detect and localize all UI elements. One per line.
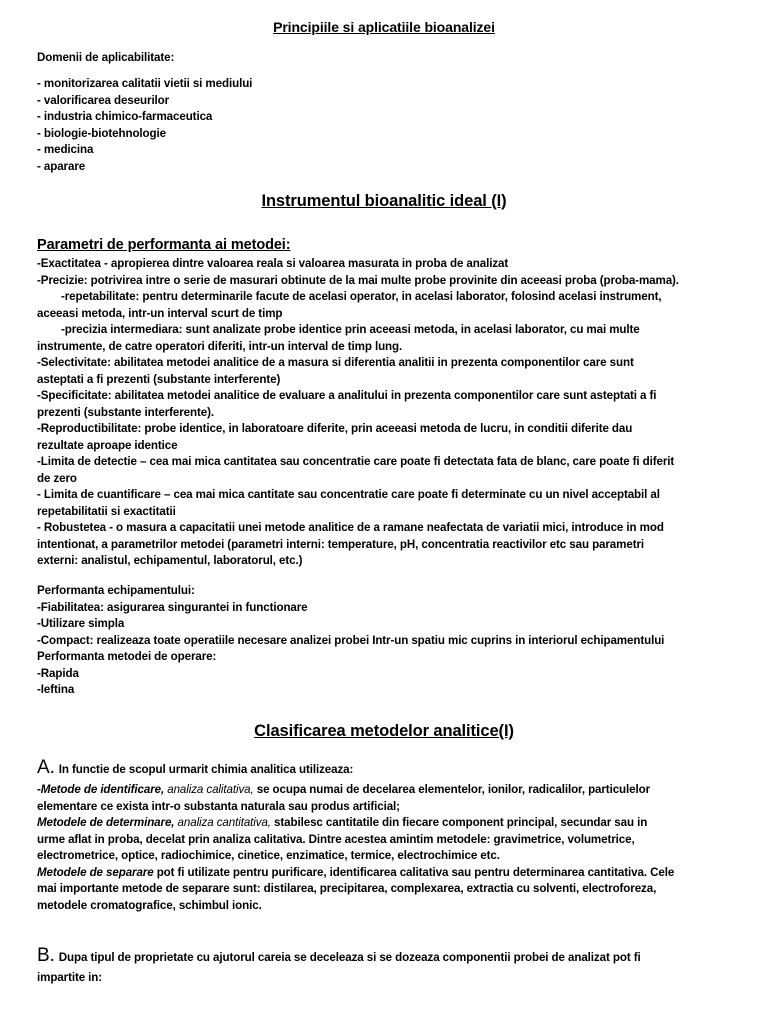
perf-line: -repetabilitate: pentru determinarile facute de acelasi operator, in acelasi laborator, folosind acelasi instrument, xyxy=(61,290,662,303)
section-a-line: electrometrice, optice, radiochimice, cinetice, enzimatice, termice, electrochimice etc. xyxy=(37,849,500,862)
perf-line: -Specificitate: abilitatea metodei analitice de evaluare a analitului in prezenta componentilor care sunt asteptati a fi xyxy=(37,389,657,402)
equip-line: -Ieftina xyxy=(37,683,75,696)
section-a-line: elementare ce exista intr-o substanta naturala sau produs artificial; xyxy=(37,799,400,813)
section-b-heading: B. Dupa tipul de proprietate cu ajutorul careia se deceleaza si se dozeaza componentii probei de analizat pot fi xyxy=(37,945,641,966)
perf-line: rezultate aproape identice xyxy=(37,438,178,452)
perf-line: - Robustetea - o masura a capacitatii unei metode analitice de a ramane neafectata de variatii mici, introduce in mod xyxy=(37,521,664,534)
perf-line: repetabilitatii si exactitatii xyxy=(37,504,176,518)
perf-line: -Limita de detectie – cea mai mica cantitatea sau concentratie care poate fi detectata fata de blanc, care poate fi diferit xyxy=(37,455,675,468)
section-a-letter: A. xyxy=(37,757,55,778)
equip-line: -Utilizare simpla xyxy=(37,617,125,630)
equip-line: -Fiabilitatea: asigurarea singurantei in functionare xyxy=(37,600,308,614)
title-principii: Principiile si aplicatiile bioanalizei xyxy=(273,19,495,35)
equip-line: -Compact: realizeaza toate operatiile necesare analizei probei Intr-un spatiu mic cuprins in interiorul echipamentului xyxy=(37,633,665,647)
perf-line: de zero xyxy=(37,471,77,485)
section-a-line: -Metode de identificare, analiza calitativa, se ocupa numai de decelarea elementelor, ionilor, radicalilor, particulelor xyxy=(37,783,651,796)
section-a-line: metodele cromatografice, schimbul ionic. xyxy=(37,898,262,912)
section-a-line: urme aflat in proba, decelat prin analiza calitativa. Dintre acestea amintim metodele: gravimetrice, volumetrice, xyxy=(37,832,635,846)
perf-line: - Limita de cuantificare – cea mai mica cantitate sau concentratie care poate fi determinate cu un nivel acceptabil al xyxy=(37,488,660,501)
section-a-line: Metodele de determinare, analiza cantitativa, stabilesc cantitatile din fiecare component principal, secundar sau in xyxy=(37,816,648,829)
section-b-line: impartite in: xyxy=(37,971,103,984)
domain-item: - aparare xyxy=(37,159,86,173)
perf-line: -Precizie: potrivirea intre o serie de masurari obtinute de la mai multe probe provinite din aceeasi proba (proba-mama). xyxy=(37,273,679,287)
perf-line: instrumente, de catre operatori diferiti, intr-un interval de timp lung. xyxy=(37,339,403,353)
perf-line: -Reproductibilitate: probe identice, in laboratoare diferite, prin aceeasi metoda de lucru, in conditii diferite dau xyxy=(37,422,633,435)
perf-line: aceeasi metoda, intr-un interval scurt de timp xyxy=(37,306,283,320)
perf-line: intentionat, a parametrilor metodei (parametri interni: temperature, pH, concentratia reactivilor etc sau parametri xyxy=(37,537,645,551)
equip-line: -Rapida xyxy=(37,666,79,680)
title-clasificare: Clasificarea metodelor analitice(I) xyxy=(254,722,514,740)
perf-line: -Exactitatea - apropierea dintre valoarea reala si valoarea masurata in proba de analizat xyxy=(37,257,509,270)
section-a-line: Metodele de separare pot fi utilizate pentru purificare, identificarea calitativa sau pentru determinarea cantitativa. Cele xyxy=(37,865,675,879)
domain-item: - medicina xyxy=(37,143,94,156)
equip-line: Performanta metodei de operare: xyxy=(37,650,217,663)
domain-item: - biologie-biotehnologie xyxy=(37,126,166,140)
perf-line: externi: analistul, echipamentul, laboratorul, etc.) xyxy=(37,554,303,567)
domains-label: Domenii de aplicabilitate: xyxy=(37,51,175,64)
equip-line: Performanta echipamentului: xyxy=(37,584,195,597)
perf-line: -Selectivitate: abilitatea metodei analitice de a masura si diferentia analitii in prezenta componentilor care sunt xyxy=(37,356,634,369)
domain-item: - valorificarea deseurilor xyxy=(37,93,170,107)
perf-line: -precizia intermediara: sunt analizate probe identice prin aceeasi metoda, in acelasi laborator, cu mai multe xyxy=(61,323,640,336)
domain-item: - industria chimico-farmaceutica xyxy=(37,110,213,123)
title-instrument: Instrumentul bioanalitic ideal (I) xyxy=(261,192,507,210)
section-a-heading: A. In functie de scopul urmarit chimia analitica utilizeaza: xyxy=(37,757,354,778)
perf-line: prezenti (substante interferente). xyxy=(37,405,214,419)
section-b-letter: B. xyxy=(37,945,55,966)
domain-item: - monitorizarea calitatii vietii si mediului xyxy=(37,77,253,90)
perf-title: Parametri de performanta ai metodei: xyxy=(37,237,291,253)
section-a-line: mai importante metode de separare sunt: distilarea, precipitarea, complexarea, extractia cu solventi, electroforeza, xyxy=(37,882,657,895)
perf-line: asteptati a fi prezenti (substante interferente) xyxy=(37,372,281,386)
